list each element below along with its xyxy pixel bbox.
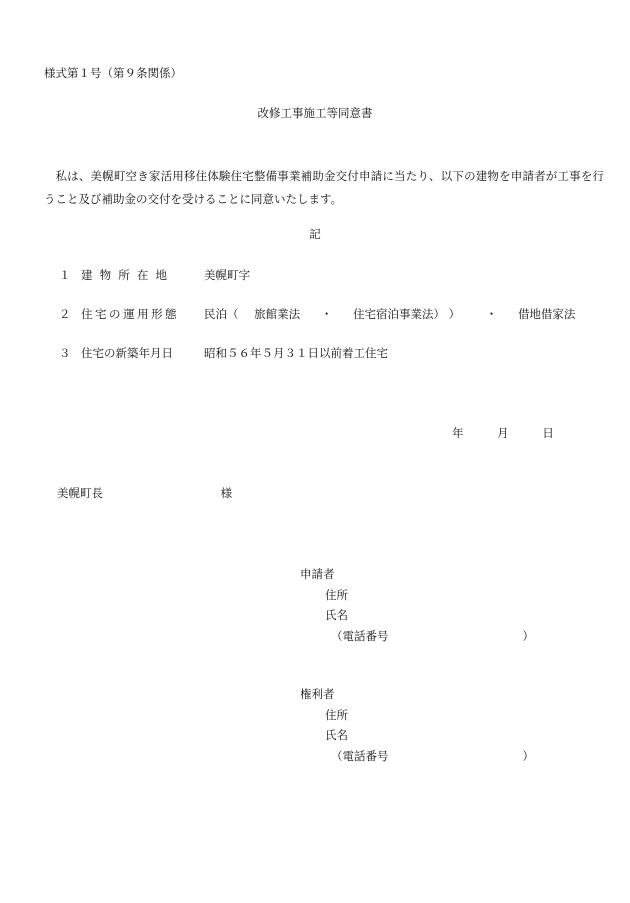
phone-close: ） bbox=[522, 748, 534, 763]
date-line bbox=[452, 427, 554, 441]
phone-label: （電話番号 bbox=[331, 628, 389, 643]
item-label: 建物所在地 bbox=[81, 268, 175, 282]
item-value: 昭和５６年５月３１日以前着工住宅 bbox=[204, 346, 388, 360]
item-value: 美幌町字 bbox=[204, 268, 250, 282]
date-month: 月 bbox=[497, 426, 509, 440]
item-number: ２ bbox=[59, 307, 71, 321]
addressee bbox=[57, 487, 232, 501]
rightholder-heading: 権利者 bbox=[300, 687, 335, 701]
rightholder-address-label: 住所 bbox=[325, 707, 348, 722]
item-number: １ bbox=[59, 268, 71, 282]
item-label: 住宅の新築年月日 bbox=[81, 346, 173, 360]
document-title: 改修工事施工等同意書 bbox=[257, 106, 373, 120]
item-value bbox=[204, 306, 575, 322]
applicant-phone bbox=[300, 626, 560, 647]
form-number: 様式第１号（第９条関係） bbox=[44, 66, 182, 80]
date-year: 年 bbox=[452, 426, 464, 440]
item-number: ３ bbox=[59, 346, 71, 360]
item-building-location bbox=[0, 267, 630, 283]
ki-heading: 記 bbox=[309, 227, 321, 241]
option-lease-law: 借地借家法 bbox=[517, 307, 576, 321]
addressee-honorific: 様 bbox=[220, 486, 233, 500]
applicant-name-label: 氏名 bbox=[325, 608, 348, 622]
rightholder-phone bbox=[300, 746, 560, 767]
applicant-address-label: 住所 bbox=[325, 587, 348, 602]
rightholder-name-label: 氏名 bbox=[325, 728, 348, 742]
item-operation-type bbox=[0, 306, 630, 322]
applicant-heading: 申請者 bbox=[300, 567, 335, 581]
rightholder-block bbox=[300, 684, 560, 766]
phone-label: （電話番号 bbox=[331, 748, 389, 763]
option-minpaku-law: 住宅宿泊事業法） bbox=[352, 307, 445, 321]
phone-close: ） bbox=[522, 628, 534, 643]
separator-dot: ・ bbox=[485, 307, 498, 321]
close-paren: ） bbox=[448, 307, 461, 321]
applicant-block bbox=[300, 564, 560, 646]
consent-statement: 私は、美幌町空き家活用移住体験住宅整備事業補助金交付申請に当たり、以下の建物を申請者が工事を行うこと及び補助金の交付を受けることに同意いたします。 bbox=[44, 169, 604, 206]
option-prefix: 民泊（ bbox=[204, 307, 239, 321]
option-ryokan-law: 旅館業法 bbox=[254, 307, 301, 321]
date-day: 日 bbox=[542, 426, 554, 440]
separator-dot: ・ bbox=[320, 307, 333, 321]
item-label: 住宅の運用形態 bbox=[81, 307, 180, 321]
item-construction-date bbox=[0, 345, 630, 361]
addressee-name: 美幌町長 bbox=[57, 486, 103, 500]
